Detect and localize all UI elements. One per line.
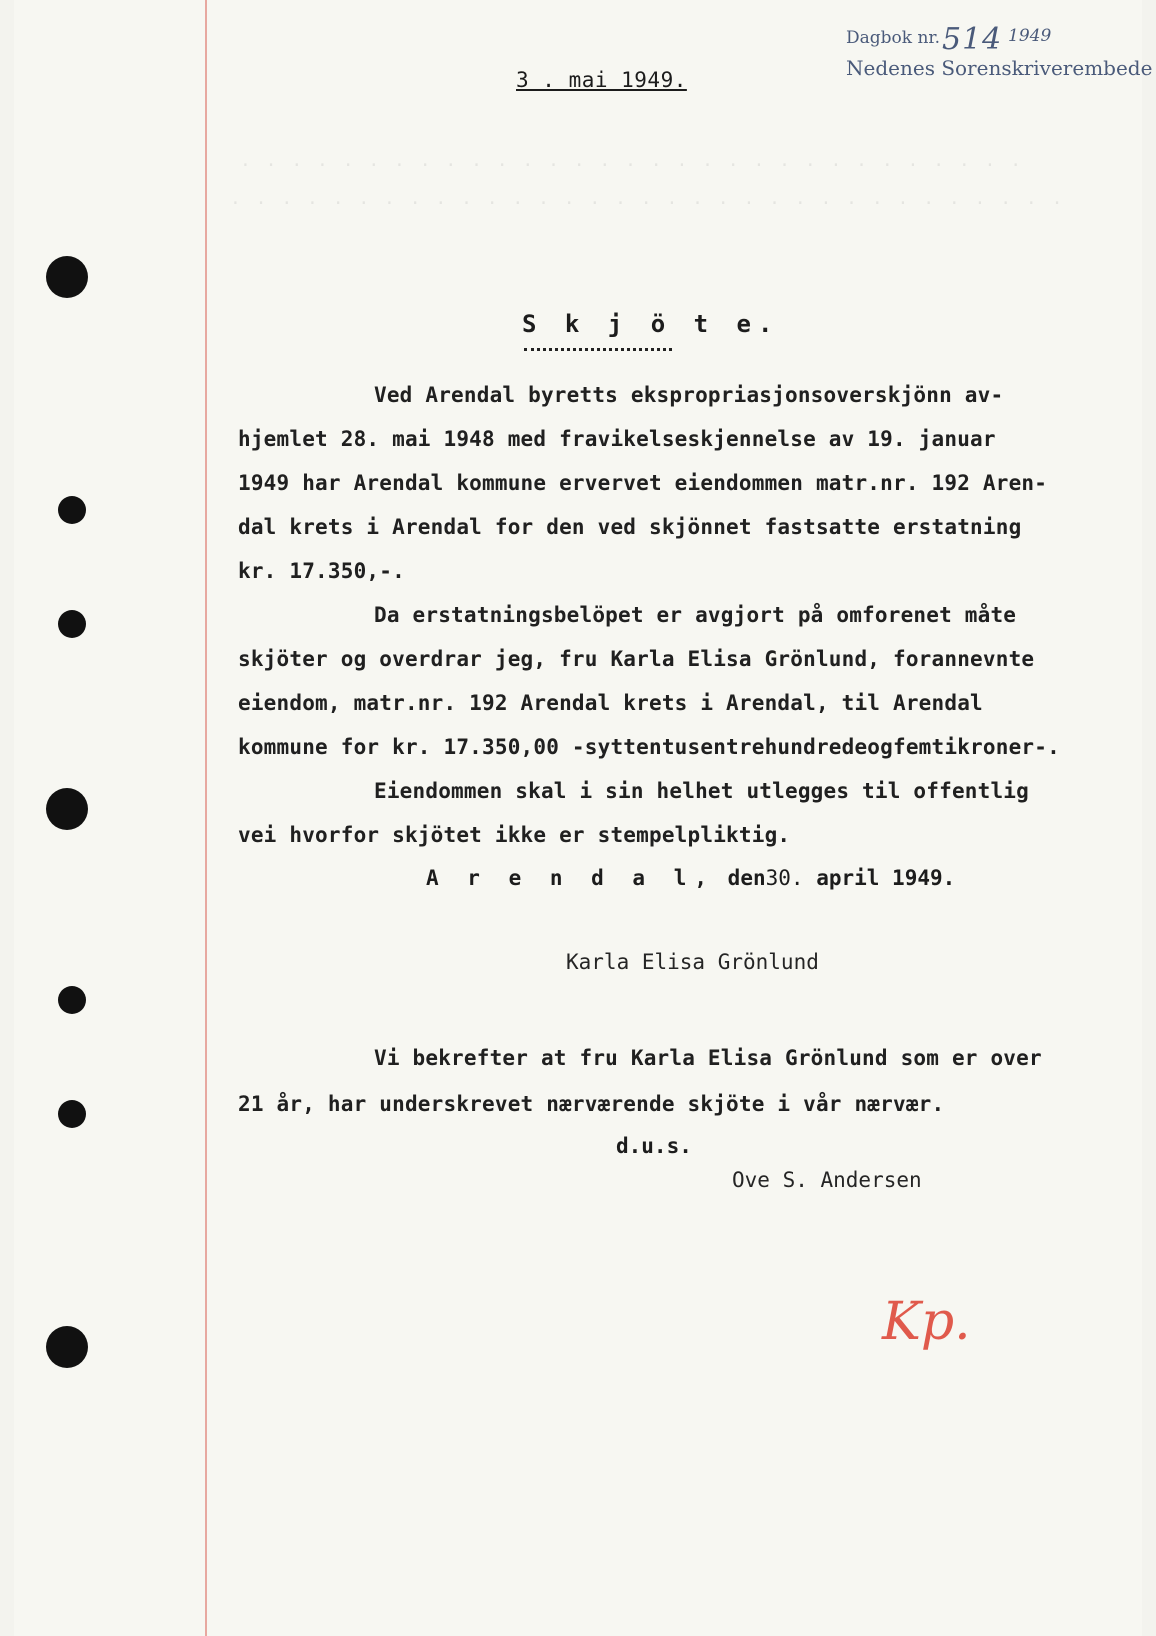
body-line: Da erstatningsbelöpet er avgjort på omforenet måte: [374, 603, 1017, 627]
bleed-through-text: . . . . . . . . . . . . . . . . . . . . . . . . . . . . . . .: [240, 150, 1024, 171]
signature-witness: Ove S. Andersen: [732, 1168, 922, 1192]
stamp-year: 1949: [1008, 26, 1052, 46]
date-day: 30.: [765, 866, 804, 890]
registry-stamp: [846, 22, 1153, 84]
document-page: [14, 0, 1142, 1636]
punch-hole: [58, 610, 86, 638]
body-line: eiendom, matr.nr. 192 Arendal krets i Arendal, til Arendal: [238, 691, 983, 715]
stamp-dagbok-label: Dagbok nr.: [846, 28, 941, 48]
signature-seller: Karla Elisa Grönlund: [566, 950, 819, 974]
title-underline: [524, 348, 672, 351]
confirmation-line: Vi bekrefter at fru Karla Elisa Grönlund som er over: [374, 1046, 1042, 1070]
body-line: dal krets i Arendal for den ved skjönnet fastsatte erstatning: [238, 515, 1022, 539]
body-line: 1949 har Arendal kommune ervervet eiendommen matr.nr. 192 Aren-: [238, 471, 1048, 495]
body-line: skjöter og overdrar jeg, fru Karla Elisa Grönlund, forannevnte: [238, 647, 1035, 671]
body-line: kr. 17.350,-.: [238, 559, 405, 583]
punch-hole: [46, 788, 88, 830]
entry-date: 3 . mai 1949.: [516, 68, 687, 92]
stamp-office: Nedenes Sorenskriverembede: [846, 56, 1153, 80]
body-line: Eiendommen skal i sin helhet utlegges til offentlig: [374, 779, 1029, 803]
body-line: Ved Arendal byretts ekspropriasjonsoverskjönn av-: [374, 383, 1004, 407]
handwritten-initials: Kp.: [882, 1292, 971, 1352]
dus-abbreviation: d.u.s.: [616, 1134, 692, 1158]
date-prefix: den: [727, 866, 766, 890]
punch-hole: [58, 986, 86, 1014]
document-title: S k j ö t e.: [522, 310, 780, 338]
punch-hole: [46, 256, 88, 298]
punch-hole: [58, 496, 86, 524]
punch-hole: [46, 1326, 88, 1368]
body-line: vei hvorfor skjötet ikke er stempelpliktig.: [238, 823, 791, 847]
date-rest: april 1949.: [816, 866, 956, 890]
place-and-date: [426, 866, 955, 890]
bleed-through-text: . . . . . . . . . . . . . . . . . . . . . . . . . . . . . . . . .: [230, 188, 1065, 209]
body-line: kommune for kr. 17.350,00 -syttentusentrehundredeogfemtikroner-.: [238, 735, 1060, 759]
margin-line: [205, 0, 207, 1636]
place: A r e n d a l,: [426, 866, 716, 890]
body-line: hjemlet 28. mai 1948 med fravikelseskjennelse av 19. januar: [238, 427, 996, 451]
punch-hole: [58, 1100, 86, 1128]
confirmation-line: 21 år, har underskrevet nærværende skjöte i vår nærvær.: [238, 1092, 945, 1116]
stamp-number: 514: [942, 22, 1003, 57]
